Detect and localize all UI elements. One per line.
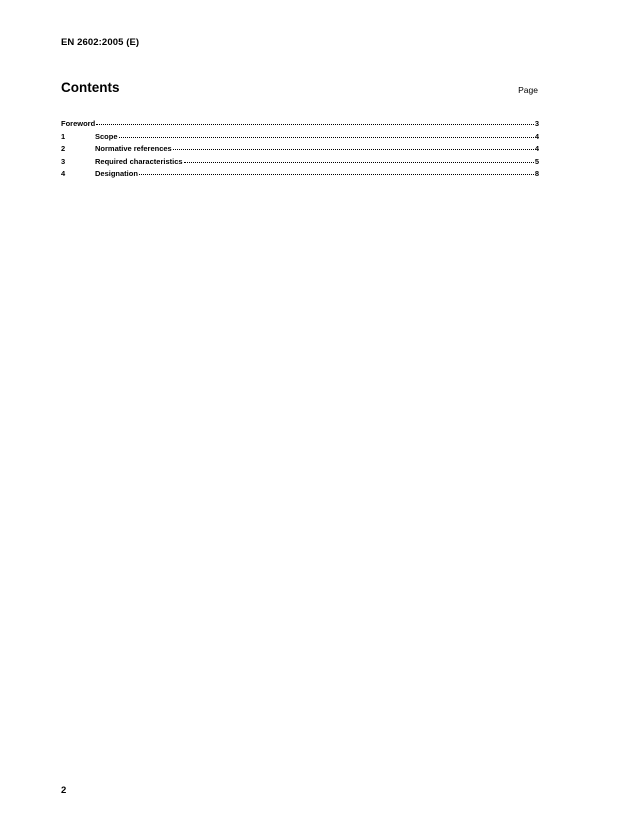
table-of-contents	[61, 118, 539, 181]
toc-entry-number: 1	[61, 131, 66, 141]
toc-entry-title: Required characteristics	[95, 156, 183, 166]
toc-entry-number: 3	[61, 156, 66, 166]
page-number: 2	[61, 785, 67, 796]
toc-entry-page: 5	[534, 156, 539, 166]
toc-entry-designation[interactable]	[61, 168, 539, 181]
toc-entry-page: 4	[534, 144, 539, 153]
toc-entry-required-characteristics[interactable]	[61, 156, 539, 169]
toc-entry-page: 4	[534, 131, 539, 141]
toc-entry-page: 3	[534, 119, 539, 128]
page-column-label: Page	[518, 85, 538, 95]
toc-entry-foreword[interactable]	[61, 118, 539, 131]
contents-title: Contents	[61, 80, 120, 95]
toc-dot-leader	[173, 149, 534, 150]
document-header: EN 2602:2005 (E)	[61, 37, 140, 48]
toc-entry-number: 2	[61, 144, 66, 153]
toc-dot-leader	[119, 137, 534, 138]
toc-entry-normative-references[interactable]	[61, 143, 539, 156]
toc-dot-leader	[139, 174, 534, 175]
toc-entry-number: 4	[61, 169, 66, 178]
toc-entry-page: 8	[534, 169, 539, 178]
toc-dot-leader	[184, 162, 534, 163]
toc-dot-leader	[96, 124, 534, 125]
toc-entry-title: Designation	[95, 169, 138, 178]
toc-entry-title: Scope	[95, 131, 118, 141]
toc-entry-title: Foreword	[61, 119, 96, 128]
toc-entry-title: Normative references	[95, 144, 172, 153]
toc-entry-scope[interactable]	[61, 131, 539, 144]
